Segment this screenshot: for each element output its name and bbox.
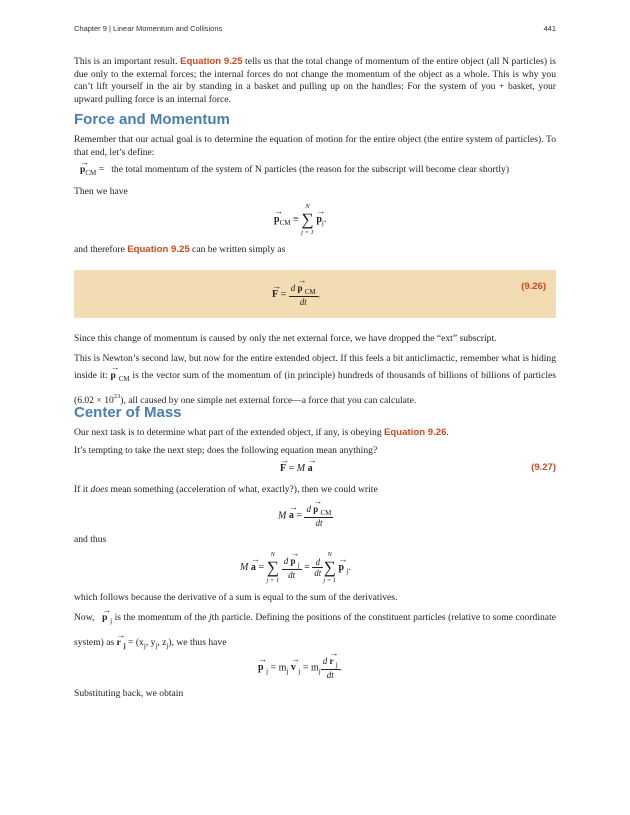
d: d [283,555,291,566]
paragraph-goal: Remember that our actual goal is to determine the equation of motion for the entire object (the entire system of particles). To that end, let’s define: [74,134,556,158]
text: th particle. Defining the positions of the constituent particles (relative to some coordinate system) as [74,612,556,648]
page-header [74,24,556,33]
subscript: CM [85,169,97,177]
mass: M [240,561,251,573]
vector-p: → p [290,556,295,566]
punct: . [339,662,343,674]
avogadro: (6.02 × 10 [74,395,114,406]
equation-pj [258,656,342,680]
vector-p: → p [339,562,345,573]
vector-f: → F [272,289,278,300]
page-number: 441 [543,24,556,33]
text: is the vector sum of the momentum of (in principle) hundreds of thousands of billions of billions of particles [129,370,556,381]
sum-upper: N [327,551,332,558]
definition-pcm [74,164,556,180]
paragraph-newton [74,350,556,409]
operator: = [286,463,297,474]
subscript: j [286,667,289,676]
vector-a: → a [308,463,313,474]
text: = [96,164,107,175]
subscript: j [318,667,321,676]
operator: = [301,561,313,573]
equation-number: (9.27) [531,462,556,473]
text: can be written simply as [189,244,286,255]
vector-r: → r [117,632,121,654]
exponent: 23 [113,393,121,400]
text: and therefore [74,244,128,255]
text: ) [168,637,172,648]
chapter-title: Chapter 9 | Linear Momentum and Collisions [74,24,223,33]
text: , y [145,637,156,648]
punct: . [317,289,321,301]
section-heading-center-of-mass: Center of Mass [74,404,182,421]
subscript: CM [279,218,291,227]
summation: N ∑ j = 1 [266,551,280,584]
fraction [304,504,333,528]
equation-link[interactable]: Equation 9.25 [180,56,243,67]
fraction [318,656,340,680]
fraction [312,557,323,578]
section-heading-force-momentum: Force and Momentum [74,111,230,128]
subscript: j [298,667,301,676]
subscript: j [155,642,158,650]
text: , we thus have [171,637,227,648]
text: tells us that the total change of momentum of the entire object (all N particles) is due only to the external forces; the internal forces do not change the momentum of the object as a whole. This is why you can’t lift yourself in the air by standing in a basket and pulling up on the handles: For the system of you + basket, your upward pulling force is an internal force. [74,56,556,105]
denominator: dt [314,568,322,578]
subscript: j [321,218,324,227]
text: , all caused by one simple net external force—a force that you can calculate. [123,395,417,406]
sum-upper: N [270,551,275,558]
subscript: j [143,642,146,650]
subscript: j [297,560,300,569]
text: is the momentum of the [112,612,209,623]
paragraph-since: Since this change of momentum is caused by only the net external force, we have dropped the “ext” subscript. [74,333,497,344]
d: d [322,656,330,666]
paragraph-now [74,607,556,657]
denominator: dt [326,670,334,680]
sum-lower: j = 1 [301,229,314,236]
operator: = m [300,662,319,674]
vector-p: → p [102,607,107,629]
emphasis: does [90,484,109,495]
text: This is an important result. [74,56,181,67]
punct: . [323,213,327,225]
equation-link[interactable]: Equation 9.26 [384,427,447,438]
operator: = [278,289,289,301]
vector-r: → r [329,656,333,666]
paragraph-then: Then we have [74,186,128,197]
momentum-vector-symbol: → p [80,164,85,177]
d: d [315,557,321,567]
equation-box-926 [74,270,556,318]
subscript: CM [304,288,316,296]
punct: . [348,561,352,573]
paragraph-next-task [74,427,556,440]
subscript: j [335,661,338,669]
paragraph-tempting: It’s tempting to take the next step; does the following equation mean anything? [74,445,378,456]
d: d [290,283,298,293]
vector-a: → a [251,562,256,573]
equation-ma-sum [240,550,351,585]
fraction [289,283,318,307]
vector-p: → p [258,662,264,673]
subscript: j [166,642,169,650]
operator: = [293,510,305,522]
sum-lower: j = 1 [266,577,280,584]
text: = (x [125,637,144,648]
fraction [282,556,302,580]
sum-lower: j = 1 [323,577,337,584]
equation-927 [280,463,313,474]
operator: = [255,561,267,573]
vector-p: → p [111,367,116,384]
paragraph-derivative: which follows because the derivative of a sum is equal to the sum of the derivatives. [74,592,398,603]
text: If it [74,484,91,495]
paragraph-and-thus: and thus [74,534,107,545]
subscript: j [266,667,269,676]
equation-pcm-sum [274,202,326,237]
vector-a: → a [289,510,294,521]
summation: N ∑ j = 1 [301,203,314,236]
summation: N ∑ j = 1 [323,551,337,584]
text: ) [120,395,124,406]
denominator: dt [299,297,307,307]
operator: ≡ [290,213,302,225]
text: , z [157,637,167,648]
paragraph-therefore [74,244,556,257]
subscript: CM [118,375,130,383]
equation-ma-dp [278,504,333,528]
paragraph-intro [74,56,556,106]
denominator: dt [288,569,296,580]
text: Our next task is to determine what part of the extended object, if any, is obeying [74,427,385,438]
denominator: dt [315,518,323,528]
vector-p: → p [313,504,318,514]
paragraph-substituting: Substituting back, we obtain [74,688,184,699]
text: . [446,427,449,438]
paragraph-if-it-does [74,484,556,497]
vector-p: → p [274,214,280,225]
definition-text: the total momentum of the system of N particles (the reason for the subscript will become clear shortly) [111,164,510,175]
text: Now, [74,612,97,623]
equation-link[interactable]: Equation 9.25 [127,244,190,255]
subscript: j [110,617,113,625]
d: d [306,504,314,514]
vector-p: → p [298,283,303,293]
vector-f: → F [280,463,286,474]
operator: = m [268,662,287,674]
mass: M [296,463,308,474]
equation-number: (9.26) [521,281,546,292]
subscript: CM [320,509,332,517]
sum-upper: N [305,203,310,210]
subscript: j [346,566,349,575]
mass: M [278,510,289,522]
emphasis: j [208,612,212,623]
text: mean something (acceleration of what, exactly?), then we could write [108,484,378,495]
subscript: j [123,642,126,650]
text: This is Newton’s second law, but now for the entire extended object. If this feels a bit anticlimactic, remember what is hiding inside it: [74,353,556,381]
equation-926 [272,283,320,307]
vector-v: → v [291,662,296,673]
vector-p: → p [316,214,322,225]
